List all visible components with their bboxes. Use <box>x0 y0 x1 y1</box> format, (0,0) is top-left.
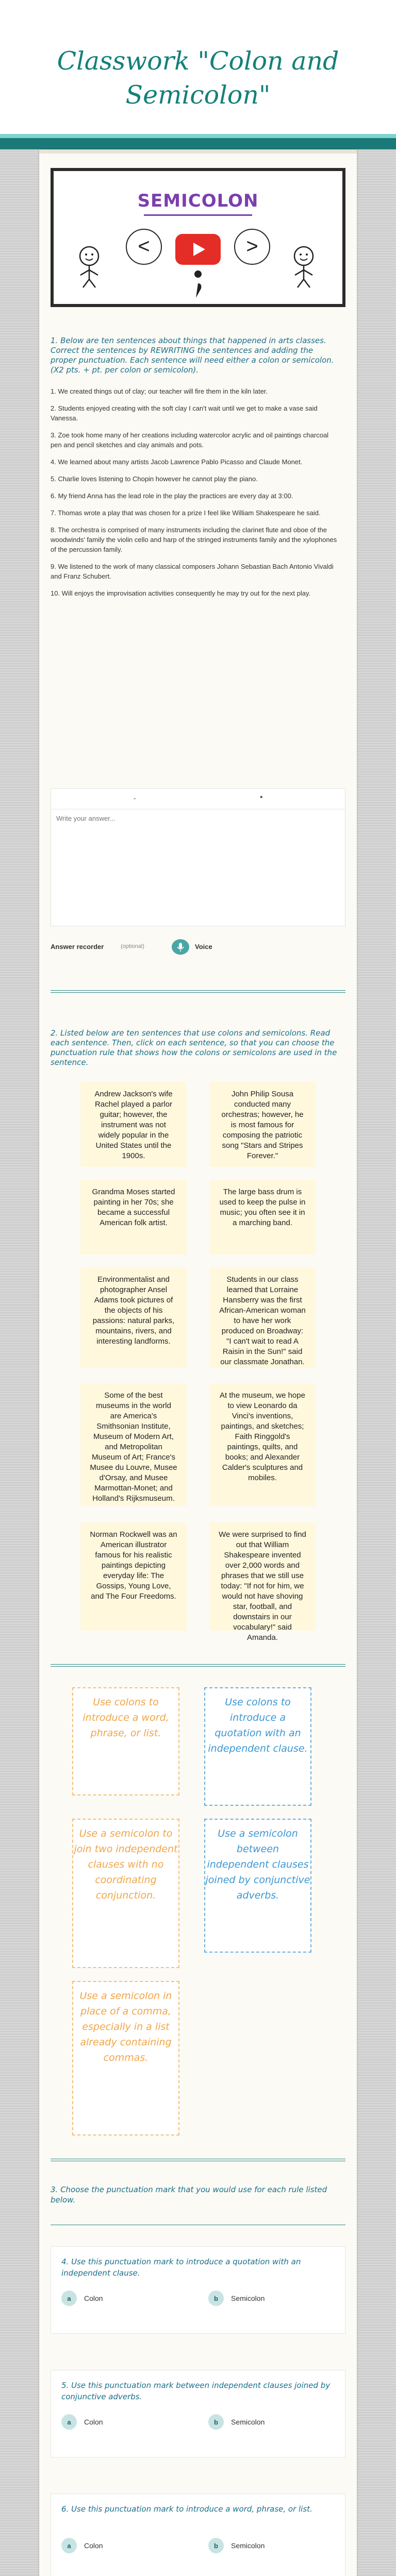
right-bracket-symbol: > <box>246 235 258 258</box>
voice-label: Voice <box>195 943 212 951</box>
right-figure-icon <box>280 243 327 290</box>
question-text: 4. Use this punctuation mark to introduce a quotation with an independent clause. <box>61 2257 301 2278</box>
sticky-note[interactable]: Grandma Moses started painting in her 70s; she became a successful American folk artist. <box>80 1180 187 1255</box>
answer-options <box>51 2535 346 2556</box>
sentence: 4. We learned about many artists Jacob Lawrence Pablo Picasso and Claude Monet. <box>51 458 303 466</box>
option-colon[interactable] <box>61 2288 103 2309</box>
left-bracket-symbol: < <box>138 235 150 258</box>
microphone-icon <box>172 939 189 955</box>
option-letter: b <box>208 2414 224 2430</box>
exercise1-sentences <box>51 386 339 605</box>
sentence: 1. We created things out of clay; our teacher will fire them in the kiln later. <box>51 387 268 395</box>
voice-record-button[interactable] <box>172 939 189 955</box>
option-letter: a <box>61 2414 77 2430</box>
rule-box-colon-list[interactable]: Use colons to introduce a word, phrase, or list. <box>72 1687 179 1795</box>
sentence: 8. The orchestra is comprised of many instruments including the clarinet flute and oboe of the woodwinds' family the violin cello and harp of the stringed instruments family and the xylophones of the percussion family. <box>51 526 337 553</box>
rule-box-colon-quotation[interactable]: Use colons to introduce a quotation with an independent clause. <box>204 1687 311 1806</box>
sticky-note[interactable]: The large bass drum is used to keep the pulse in music; you often see it in a marching band. <box>209 1180 316 1255</box>
option-label: Colon <box>84 2418 103 2426</box>
option-colon[interactable] <box>61 2412 103 2432</box>
option-letter: b <box>208 2538 224 2553</box>
sentence: 7. Thomas wrote a play that was chosen for a prize I feel like William Shakespeare he said. <box>51 509 321 517</box>
left-bracket-bubble <box>126 229 162 265</box>
answer-textarea[interactable] <box>56 815 339 918</box>
answer-options <box>51 2288 346 2309</box>
video-embed[interactable] <box>51 168 345 307</box>
question-card <box>51 2246 345 2334</box>
header-divider <box>0 138 396 149</box>
exercise3-instructions: 3. Choose the punctuation mark that you would use for each rule listed below. <box>51 2185 327 2205</box>
sticky-note[interactable]: We were surprised to find out that William Shakespeare invented over 2,000 words and phrases that we still use today: "If not for him, we would not have shoving star, football, and downstairs in our vocabulary!" said Amanda. <box>209 1522 316 1631</box>
option-colon[interactable] <box>61 2535 103 2556</box>
section-divider <box>51 1666 345 1667</box>
right-bracket-bubble <box>234 229 270 265</box>
option-label: Semicolon <box>231 2541 265 2550</box>
sentence: 5. Charlie loves listening to Chopin however he cannot play the piano. <box>51 475 258 483</box>
option-semicolon[interactable] <box>208 2535 265 2556</box>
option-letter: a <box>61 2291 77 2306</box>
question-text: 6. Use this punctuation mark to introduce a word, phrase, or list. <box>61 2504 312 2514</box>
page-header <box>0 0 396 138</box>
option-semicolon[interactable] <box>208 2288 265 2309</box>
recorder-label: Answer recorder <box>51 943 104 951</box>
option-label: Colon <box>84 2541 103 2550</box>
sticky-note[interactable]: Norman Rockwell was an American illustrator famous for his realistic paintings depicting everyday life: The Gossips, Young Love, and The Four Freedoms. <box>80 1522 187 1631</box>
play-icon <box>175 234 221 265</box>
answer-editor <box>51 788 345 926</box>
sentence: 9. We listened to the work of many classical composers Johann Sebastian Bach Antonio Vivaldi and Franz Schubert. <box>51 563 334 580</box>
sticky-note[interactable]: Environmentalist and photographer Ansel Adams took pictures of the objects of his passions: natural parks, mountains, rivers, and interesting landforms. <box>80 1267 187 1368</box>
option-label: Semicolon <box>231 2418 265 2426</box>
editor-toolbar <box>51 789 345 809</box>
sentence: 3. Zoe took home many of her creations including watercolor acrylic and oil paintings charcoal pen and pencil sketches and clay animals and pots. <box>51 431 329 449</box>
sentence: 6. My friend Anna has the lead role in the play the practices are every day at 3:00. <box>51 492 293 500</box>
option-label: Colon <box>84 2294 103 2302</box>
question-card <box>51 2494 345 2576</box>
toolbar-dash-button[interactable]: - <box>134 794 136 802</box>
page-title: Classwork "Colon and Semicolon" <box>57 46 339 110</box>
exercise1-instructions: 1. Below are ten sentences about things that happened in arts classes. Correct the sentences by REWRITING the sentences and adding the proper punctuation. Each sentence will need either a colon or semicolon. (X2 pts. + pt. per colon or semicolon). <box>51 336 334 375</box>
answer-recorder <box>51 939 345 955</box>
section-divider <box>51 1664 345 1665</box>
sticky-note[interactable]: Some of the best museums in the world are America's Smithsonian Institute, Museum of Modern Art, and Metropolitan Museum of Art; France's Musee du Louvre, Musee d'Orsay, and Musee Marmottan-Monet; and Holland's Rijksmuseum. <box>80 1383 187 1506</box>
toolbar-bullet-button[interactable]: • <box>260 793 263 802</box>
sentence: 10. Will enjoys the improvisation activities consequently he may try out for the next play. <box>51 589 311 597</box>
rule-box-semicolon-no-conjunction[interactable]: Use a semicolon to join two independent clauses with no coordinating conjunction. <box>72 1819 179 1968</box>
section-divider <box>51 992 345 993</box>
semicolon-figure-icon <box>189 269 207 300</box>
option-letter: b <box>208 2291 224 2306</box>
option-letter: a <box>61 2538 77 2553</box>
sticky-note[interactable]: At the museum, we hope to view Leonardo da Vinci's inventions, paintings, and sketches; Faith Ringgold's paintings, quilts, and books; and Alexander Calder's sculptures and mobiles. <box>209 1383 316 1506</box>
question-card <box>51 2370 345 2458</box>
video-play-button[interactable] <box>175 234 221 265</box>
sentence: 2. Students enjoyed creating with the soft clay I can't wait until we get to make a vase said Vanessa. <box>51 404 318 422</box>
rule-box-semicolon-conjunctive-adverbs[interactable]: Use a semicolon between independent clauses joined by conjunctive adverbs. <box>204 1819 311 1953</box>
sticky-note[interactable]: John Philip Sousa conducted many orchestras; however, he is most famous for composing the patriotic song "Stars and Stripes Forever." <box>209 1082 316 1167</box>
sticky-note[interactable]: Students in our class learned that Lorraine Hansberry was the first African-American woman to have her work produced on Broadway: "I can't wait to read A Raisin in the Sun!" said our classmate Jonathan. <box>209 1267 316 1368</box>
section-divider <box>51 990 345 991</box>
answer-options <box>51 2412 346 2432</box>
exercise2-instructions: 2. Listed below are ten sentences that use colons and semicolons. Read each sentence. Then, click on each sentence, so that you can choose the punctuation rule that shows how the colons or semicolons are used in the sentence. <box>51 1028 337 1067</box>
question-text: 5. Use this punctuation mark between independent clauses joined by conjunctive adverbs. <box>61 2381 331 2401</box>
video-title-underline <box>144 214 252 216</box>
sticky-note[interactable]: Andrew Jackson's wife Rachel played a parlor guitar; however, the instrument was not widely popular in the United States until the 1900s. <box>80 1082 187 1167</box>
option-label: Semicolon <box>231 2294 265 2302</box>
rule-box-semicolon-comma[interactable]: Use a semicolon in place of a comma, especially in a list already containing commas. <box>72 1981 179 2136</box>
video-title: SEMICOLON <box>137 191 259 211</box>
recorder-optional-label: (optional) <box>121 943 144 950</box>
worksheet-paper <box>39 149 357 2576</box>
option-semicolon[interactable] <box>208 2412 265 2432</box>
left-figure-icon <box>66 243 112 290</box>
